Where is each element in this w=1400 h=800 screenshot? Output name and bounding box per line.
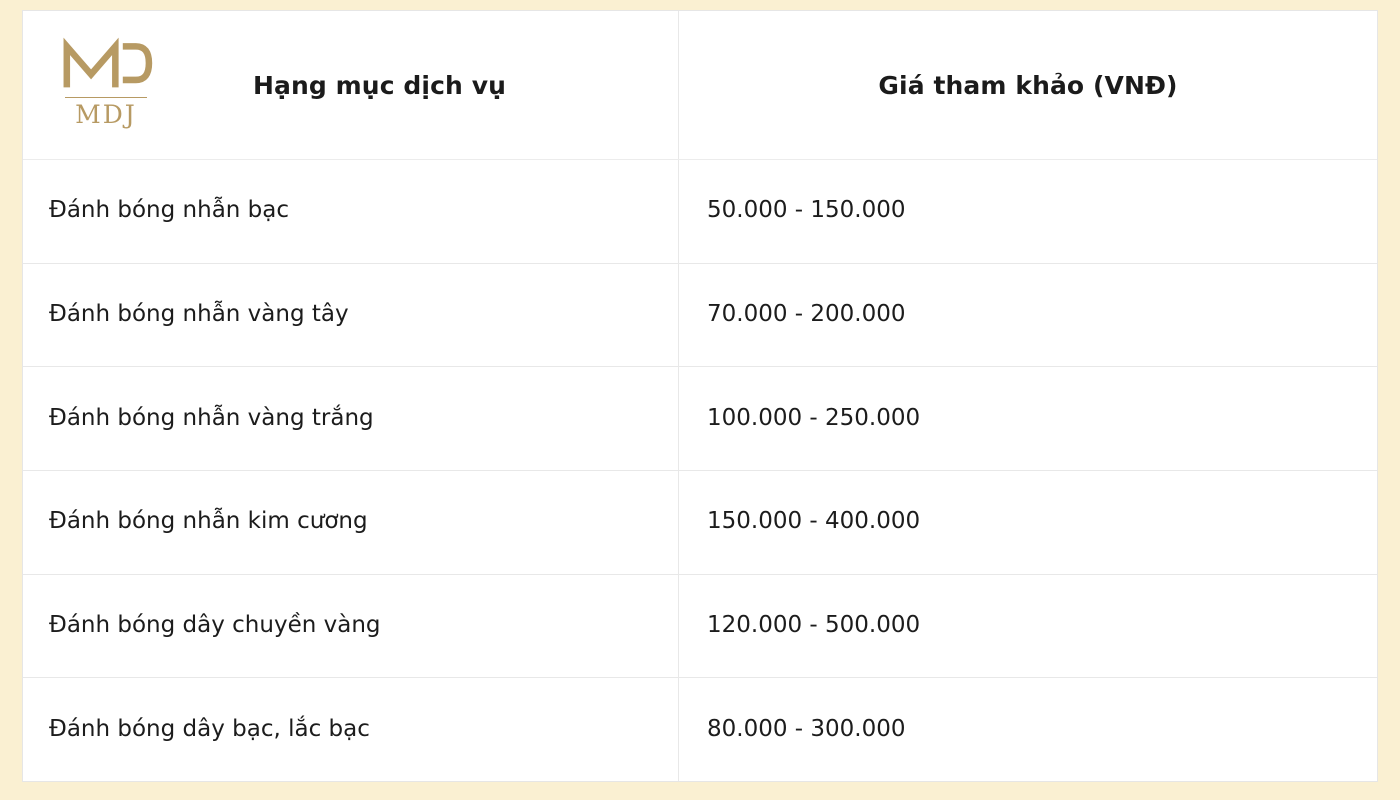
header-cell-service: [23, 11, 679, 159]
service-name: Đánh bóng nhẫn bạc: [49, 197, 290, 224]
cell-service: [23, 264, 679, 367]
logo-divider: [65, 97, 147, 98]
pricing-table: [22, 10, 1378, 782]
cell-service: [23, 160, 679, 263]
header-cell-price: [679, 11, 1377, 159]
cell-price: [679, 575, 1377, 678]
cell-price: [679, 264, 1377, 367]
service-name: Đánh bóng nhẫn vàng trắng: [49, 404, 374, 431]
service-price: 70.000 - 200.000: [707, 301, 906, 328]
brand-logo: [47, 37, 165, 129]
table-row: [23, 264, 1377, 368]
cell-service: [23, 575, 679, 678]
service-price: 50.000 - 150.000: [707, 197, 906, 224]
table-row: [23, 367, 1377, 471]
table-header-row: [23, 11, 1377, 160]
table-row: [23, 678, 1377, 781]
service-name: Đánh bóng dây chuyền vàng: [49, 612, 381, 639]
service-name: Đánh bóng dây bạc, lắc bạc: [49, 715, 370, 742]
cell-price: [679, 678, 1377, 781]
service-name: Đánh bóng nhẫn vàng tây: [49, 301, 349, 328]
mdj-monogram-icon: [50, 37, 162, 93]
cell-service: [23, 678, 679, 781]
cell-price: [679, 471, 1377, 574]
column-header-price: Giá tham khảo (VNĐ): [878, 70, 1178, 100]
table-row: [23, 575, 1377, 679]
table-row: [23, 471, 1377, 575]
cell-price: [679, 367, 1377, 470]
service-price: 150.000 - 400.000: [707, 508, 921, 535]
service-price: 120.000 - 500.000: [707, 612, 921, 639]
cell-service: [23, 367, 679, 470]
cell-service: [23, 471, 679, 574]
service-name: Đánh bóng nhẫn kim cương: [49, 508, 368, 535]
column-header-service: Hạng mục dịch vụ: [252, 70, 507, 100]
service-price: 100.000 - 250.000: [707, 404, 921, 431]
cell-price: [679, 160, 1377, 263]
table-row: [23, 160, 1377, 264]
service-price: 80.000 - 300.000: [707, 715, 906, 742]
logo-text: MDJ: [75, 100, 137, 129]
